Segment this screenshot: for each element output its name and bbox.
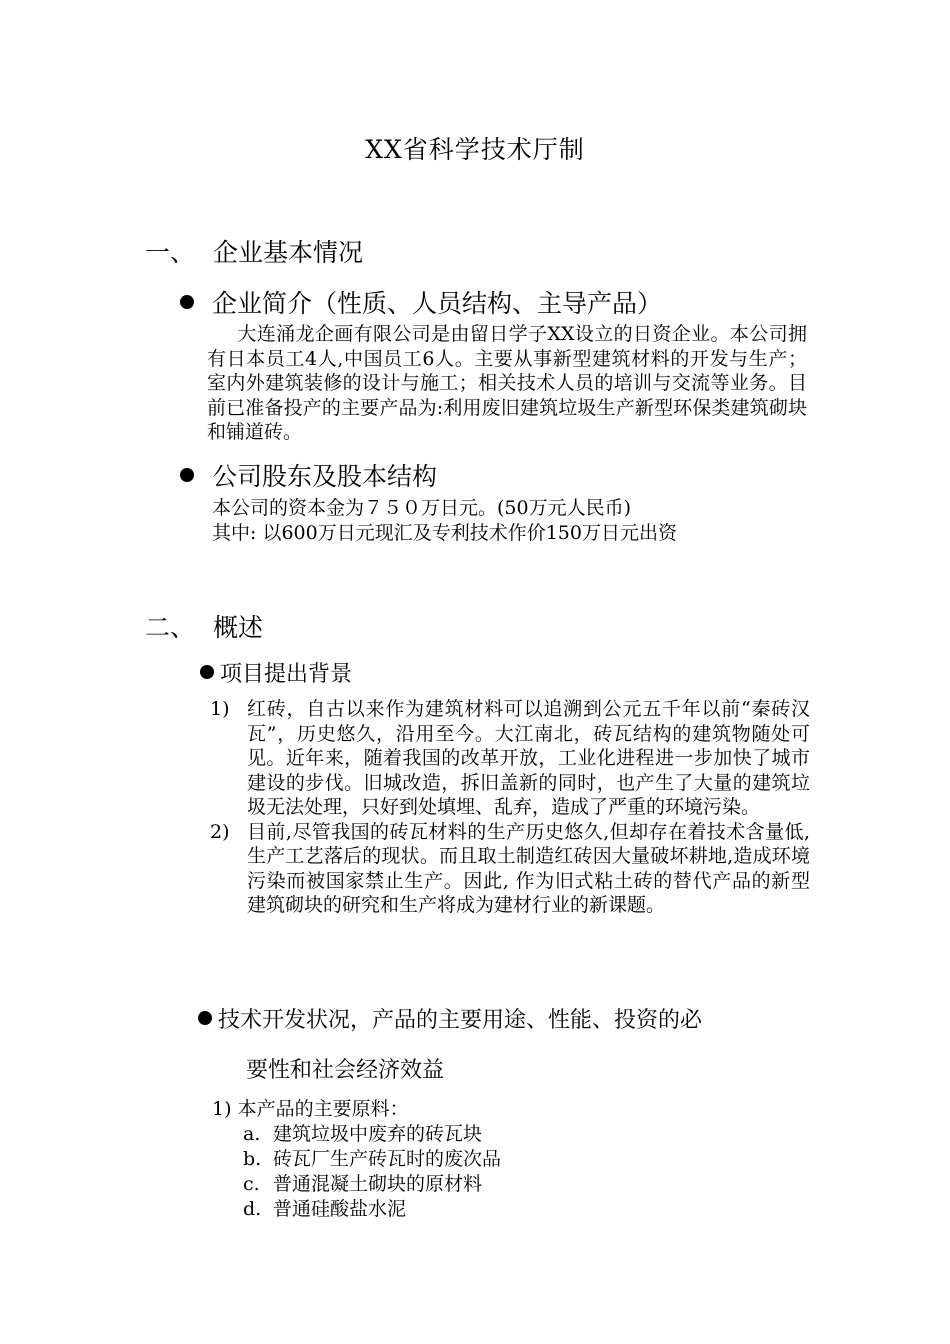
list-item-text: 建筑垃圾中废弃的砖瓦块 [273,1123,483,1145]
tech-heading-line1: 技术开发状况，产品的主要用途、性能、投资的必 [218,1008,703,1033]
materials-label-row [212,1097,501,1122]
section2-number: 二、 [145,613,196,642]
list-item-text: 目前,尽管我国的砖瓦材料的生产历史悠久,但却存在着技术含量低,生产工艺落后的现状。而且取土制造红砖因大量破坏耕地,造成环境污染而被国家禁止生产。因此, 作为旧式粘土砖的替代产品的新型建筑砌块的研究和生产将成为建材行业的新课题。 [247,820,810,916]
document-title: XX省科学技术厅制 [365,135,585,164]
list-item-text: 普通混凝土砌块的原材料 [273,1173,483,1195]
list-item [212,1197,501,1222]
list-item-number: 1) [210,698,230,720]
bullet-icon [200,665,214,679]
materials-label: 本产品的主要原料： [237,1098,409,1120]
profile-heading [180,284,662,320]
list-item [210,697,810,820]
background-heading-text: 项目提出背景 [220,662,353,687]
bullet-icon [198,1011,212,1025]
list-item-number: 2) [210,820,230,843]
list-item-letter: b. [243,1148,262,1170]
list-item-letter: a. [243,1123,261,1145]
materials-number: 1) [212,1098,232,1120]
section1-heading [145,233,363,269]
bullet-icon [180,468,194,482]
profile-text: 大连涌龙企画有限公司是由留日学子XX设立的日资企业。本公司拥有日本员工4人,中国员工6人。主要从事新型建筑材料的开发与生产；室内外建筑装修的设计与施工；相关技术人员的培训与交流等业务。目前已准备投产的主要产品为:利用废旧建筑垃圾生产新型环保类建筑砌块和铺道砖。 [207,323,807,443]
shareholders-lines [212,496,677,546]
investment-line: 其中: 以600万日元现汇及专利技术作价150万日元出资 [212,522,677,544]
list-item-letter: c. [243,1173,260,1195]
list-item-text: 普通硅酸盐水泥 [273,1198,407,1220]
bullet-icon [180,295,194,309]
tech-heading [198,996,818,1096]
background-list [210,697,810,918]
materials-block [212,1097,501,1222]
background-heading [200,657,352,688]
list-item-letter: d. [243,1198,262,1220]
shareholders-heading-text: 公司股东及股本结构 [212,462,438,491]
section1-title: 企业基本情况 [213,238,364,267]
list-item [210,820,810,918]
section1-number: 一、 [145,238,196,267]
list-item [212,1147,501,1172]
section2-title: 概述 [213,613,264,642]
list-item [212,1172,501,1197]
list-item [212,1122,501,1147]
list-item-text: 红砖，自古以来作为建筑材料可以追溯到公元五千年以前“秦砖汉瓦”，历史悠久，沿用至今。大江南北，砖瓦结构的建筑物随处可见。近年来，随着我国的改革开放，工业化进程进一步加快了城市建设的步伐。旧城改造，拆旧盖新的同时，也产生了大量的建筑垃圾无法处理，只好到处填埋、乱弃，造成了严重的环境污染。 [247,698,810,818]
shareholders-heading [180,457,437,493]
section2-heading [145,608,263,644]
profile-heading-text: 企业简介（性质、人员结构、主导产品） [212,289,663,318]
tech-heading-line2: 要性和社会经济效益 [246,1058,445,1083]
list-item-text: 砖瓦厂生产砖瓦时的废次品 [273,1148,502,1170]
profile-paragraph [207,322,807,445]
capital-line: 本公司的资本金为７５０万日元。(50万元人民币) [212,497,632,519]
